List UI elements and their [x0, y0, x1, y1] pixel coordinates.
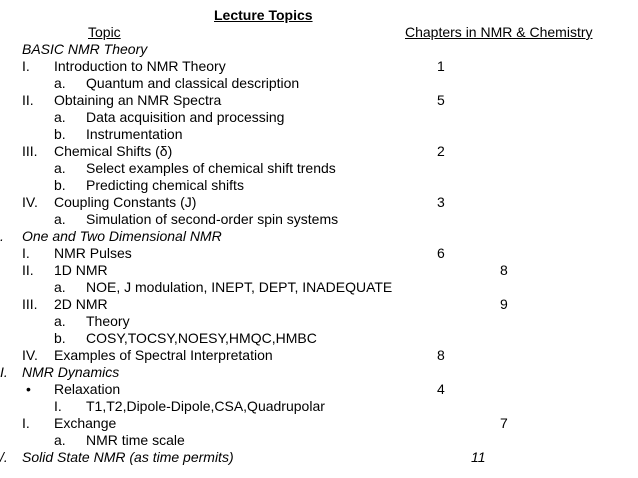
subitem-text: T1,T2,Dipole-Dipole,CSA,Quadrupolar: [86, 398, 325, 414]
item-text: Coupling Constants (J): [54, 194, 197, 210]
subitem-marker: a.: [54, 313, 66, 329]
chapters-column-header: Chapters in NMR & Chemistry: [405, 24, 593, 40]
item-marker: II.: [22, 262, 34, 278]
subitem-marker: a.: [54, 160, 66, 176]
item-chapter: 8: [500, 262, 508, 278]
section-title: One and Two Dimensional NMR: [22, 228, 222, 244]
section-chapter: 11: [471, 449, 486, 465]
item-marker: I.: [22, 245, 30, 261]
item-marker: III.: [22, 296, 38, 312]
subitem-text: Select examples of chemical shift trends: [86, 160, 336, 176]
subitem-marker: I.: [54, 398, 62, 414]
item-chapter: 1: [437, 58, 445, 74]
item-chapter: 2: [437, 143, 445, 159]
subitem-text: Predicting chemical shifts: [86, 177, 244, 193]
subitem-marker: b.: [54, 330, 66, 346]
item-chapter: 5: [437, 92, 445, 108]
subitem-text: Instrumentation: [86, 126, 183, 142]
item-text: 1D NMR: [54, 262, 108, 278]
subitem-marker: a.: [54, 432, 66, 448]
item-chapter: 3: [437, 194, 445, 210]
item-marker: IV.: [22, 347, 38, 363]
item-marker: I.: [22, 415, 30, 431]
item-text: Introduction to NMR Theory: [54, 58, 226, 74]
subitem-text: NOE, J modulation, INEPT, DEPT, INADEQUATE: [86, 279, 393, 295]
item-text: NMR Pulses: [54, 245, 132, 261]
section-title: Solid State NMR (as time permits): [22, 449, 234, 465]
subitem-marker: b.: [54, 126, 66, 142]
bullet-marker: •: [26, 381, 31, 397]
item-text: Exchange: [54, 415, 117, 431]
item-chapter: 6: [437, 245, 445, 261]
section-label: .: [0, 228, 4, 244]
item-marker: IV.: [22, 194, 38, 210]
subitem-text: Data acquisition and processing: [86, 109, 285, 125]
item-text: Chemical Shifts (δ): [54, 143, 173, 159]
item-chapter: 8: [437, 347, 445, 363]
item-chapter: 4: [437, 381, 445, 397]
subitem-text: Quantum and classical description: [86, 75, 300, 91]
item-marker: II.: [22, 92, 34, 108]
subitem-marker: a.: [54, 75, 66, 91]
item-text: Relaxation: [54, 381, 121, 397]
item-chapter: 7: [500, 415, 508, 431]
section-label: I.: [0, 364, 8, 380]
section-title: NMR Dynamics: [22, 364, 120, 380]
subitem-text: NMR time scale: [86, 432, 185, 448]
subitem-text: Simulation of second-order spin systems: [86, 211, 339, 227]
section-label: /.: [0, 449, 8, 465]
subitem-text: COSY,TOCSY,NOESY,HMQC,HMBC: [86, 330, 317, 346]
subitem-marker: a.: [54, 211, 66, 227]
item-marker: I.: [22, 58, 30, 74]
subitem-marker: b.: [54, 177, 66, 193]
subitem-text: Theory: [86, 313, 130, 329]
page-title: Lecture Topics: [214, 7, 313, 23]
item-text: Examples of Spectral Interpretation: [54, 347, 273, 363]
item-chapter: 9: [500, 296, 508, 312]
subitem-marker: a.: [54, 109, 66, 125]
subitem-marker: a.: [54, 279, 66, 295]
section-title: BASIC NMR Theory: [22, 41, 148, 57]
item-marker: III.: [22, 143, 38, 159]
item-text: Obtaining an NMR Spectra: [54, 92, 222, 108]
topic-column-header: Topic: [88, 24, 121, 40]
item-text: 2D NMR: [54, 296, 108, 312]
